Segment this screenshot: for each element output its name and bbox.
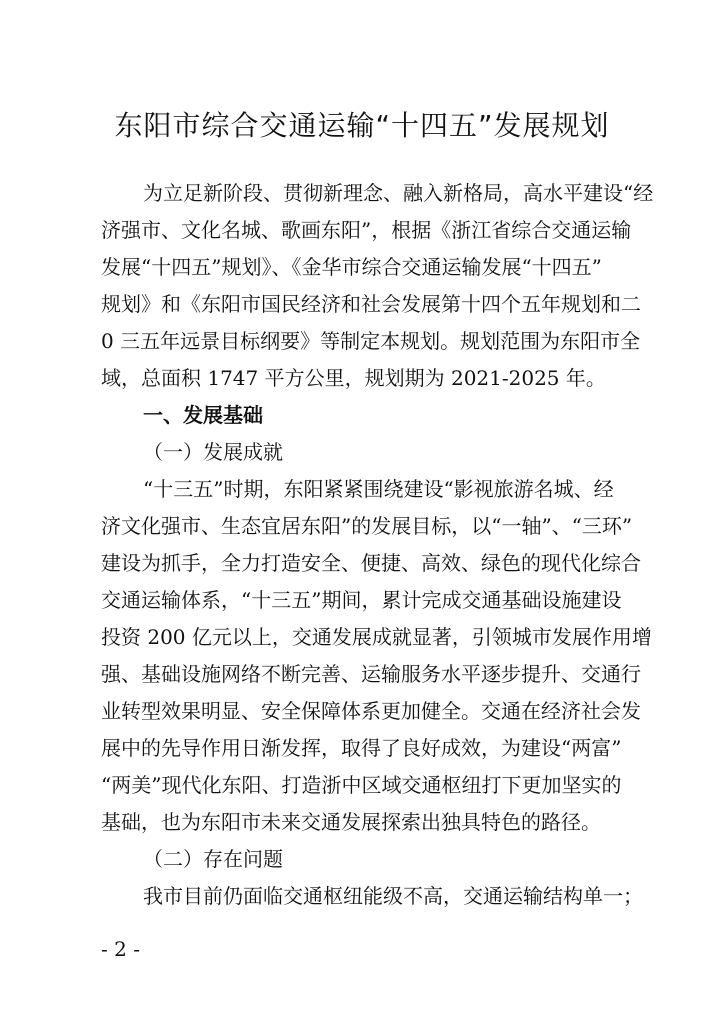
paragraph-line: 业转型效果明显、安全保障体系更加健全。交通在经济社会发	[101, 699, 641, 723]
paragraph-line: 规划》和《东阳市国民经济和社会发展第十四个五年规划和二	[101, 292, 641, 316]
paragraph-line: “十三五”时期，东阳紧紧围绕建设“影视旅游名城、经	[143, 477, 614, 501]
paragraph-line: 强、基础设施网络不断完善、运输服务水平逐步提升、交通行	[101, 662, 641, 686]
paragraph-line: 我市目前仍面临交通枢纽能级不高，交通运输结构单一；	[143, 884, 643, 908]
paragraph-line: 为立足新阶段、贯彻新理念、融入新格局，高水平建设“经	[143, 181, 654, 205]
subsection-heading: （一）发展成就	[143, 440, 283, 464]
paragraph-line: 0 三五年远景目标纲要》等制定本规划。规划范围为东阳市全	[101, 329, 641, 353]
paragraph-line: 交通运输体系，“十三五”期间，累计完成交通基础设施建设	[101, 588, 622, 612]
paragraph-line: 基础，也为东阳市未来交通发展探索出独具特色的路径。	[101, 810, 601, 834]
subsection-heading: （二）存在问题	[143, 847, 283, 871]
paragraph-line: 济文化强市、生态宜居东阳”的发展目标，以“一轴”、“三环”	[101, 514, 633, 538]
page-number: - 2 -	[101, 937, 140, 961]
paragraph-line: 发展“十四五”规划》、《金华市综合交通运输发展“十四五”	[101, 255, 602, 279]
paragraph-line: “两美”现代化东阳、打造浙中区域交通枢纽打下更加坚实的	[101, 773, 622, 797]
paragraph-line: 济强市、文化名城、歌画东阳”，根据《浙江省综合交通运输	[101, 218, 632, 242]
section-heading: 一、发展基础	[143, 403, 263, 427]
paragraph-line: 域，总面积 1747 平方公里，规划期为 2021-2025 年。	[101, 366, 606, 390]
paragraph-line: 投资 200 亿元以上，交通发展成就显著，引领城市发展作用增	[101, 625, 652, 649]
document-title: 东阳市综合交通运输“十四五”发展规划	[114, 109, 610, 142]
paragraph-line: 展中的先导作用日渐发挥，取得了良好成效，为建设“两富”	[101, 736, 622, 760]
paragraph-line: 建设为抓手，全力打造安全、便捷、高效、绿色的现代化综合	[101, 551, 641, 575]
